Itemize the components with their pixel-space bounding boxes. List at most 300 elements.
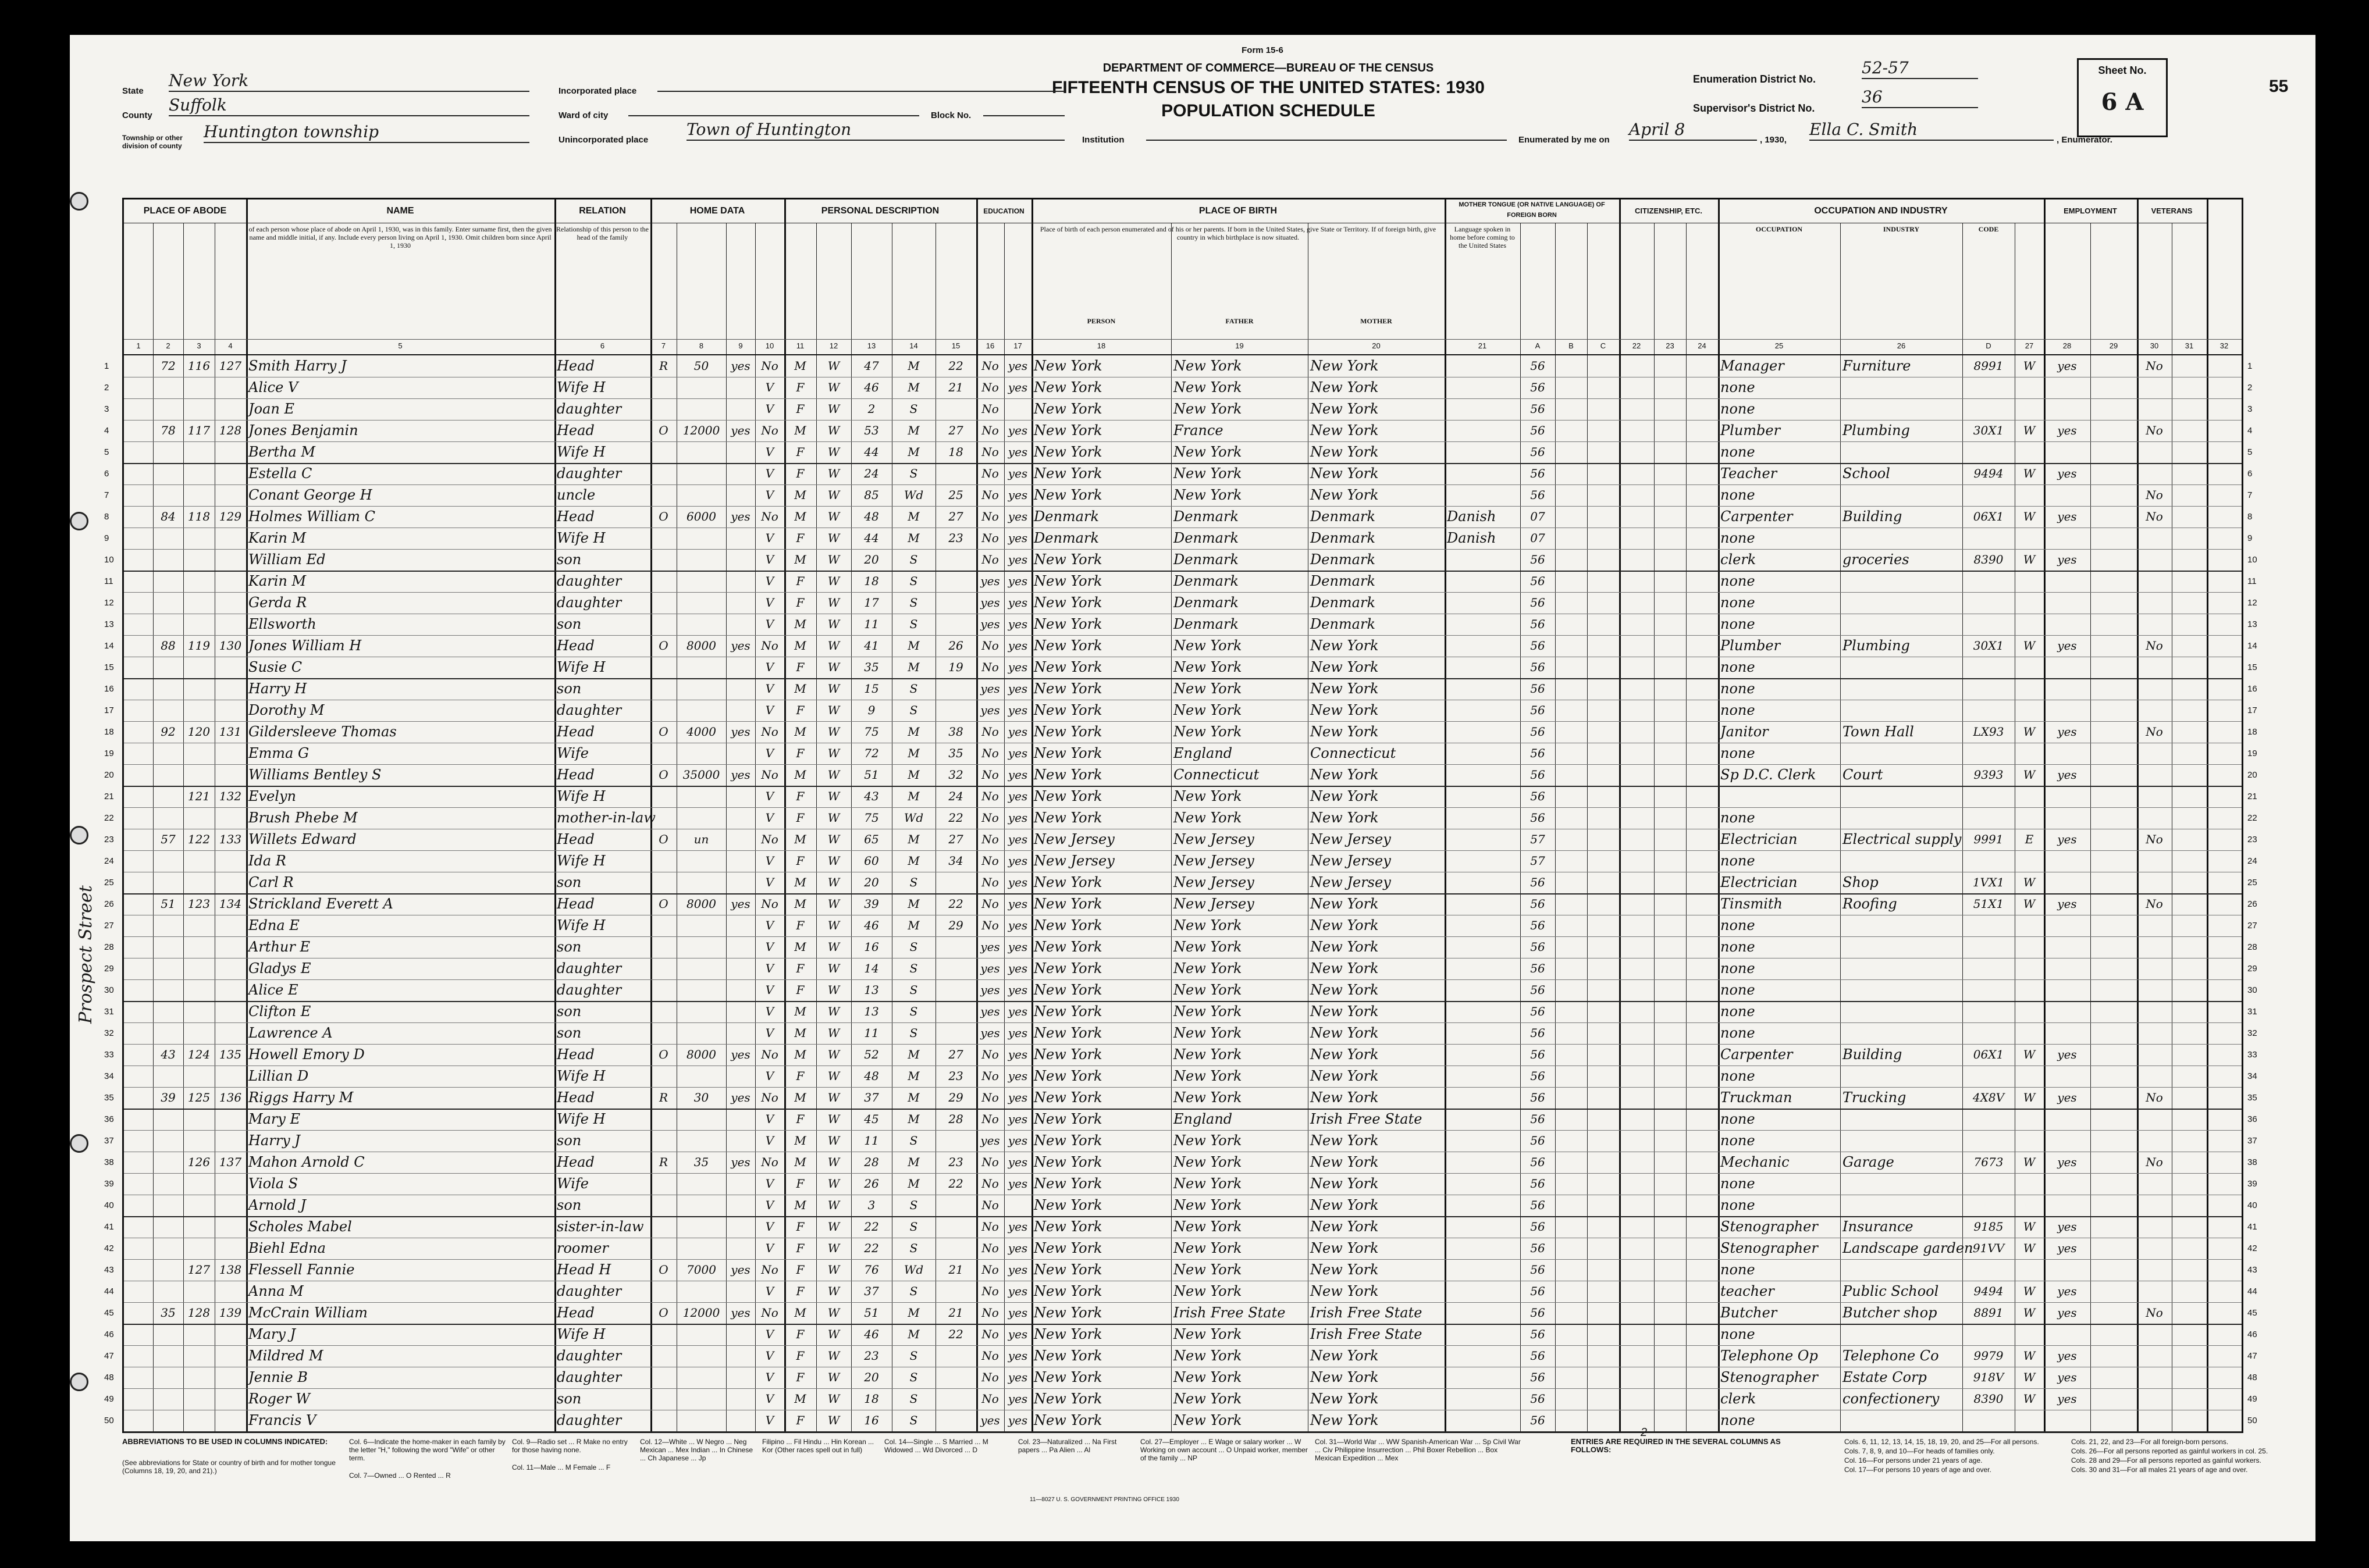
cell-icode: 918V — [1973, 1370, 2004, 1384]
cell-read: yes — [1008, 660, 1028, 674]
cell-fam: 136 — [219, 1091, 242, 1104]
cell-farm: V — [765, 703, 774, 717]
cell-age: 46 — [864, 380, 879, 394]
cell-icode: LX93 — [1973, 725, 2004, 739]
cell-race: W — [827, 402, 840, 416]
cell-ms: M — [908, 854, 920, 868]
cell-occ: none — [1720, 616, 1755, 632]
line-number-right: 48 — [2247, 1373, 2257, 1382]
schedule-title: POPULATION SCHEDULE — [1161, 101, 1375, 120]
table-row — [104, 1281, 2257, 1303]
cell-farm: No — [761, 1306, 778, 1320]
cell-farm: V — [765, 1284, 774, 1298]
cell-name: Alice E — [248, 982, 298, 998]
cell-race: W — [827, 1091, 840, 1104]
cell-fb: New York — [1173, 1175, 1242, 1192]
cell-fb: New York — [1173, 1046, 1242, 1063]
cell-sch: yes — [980, 703, 1000, 717]
cell-emp: yes — [2057, 768, 2077, 782]
cell-mar: 21 — [948, 1263, 963, 1277]
cell-race: W — [827, 768, 840, 782]
line-number-left: 47 — [104, 1351, 114, 1361]
cell-sch: No — [981, 832, 999, 846]
cell-own: R — [659, 1155, 668, 1169]
table-row — [104, 441, 2253, 464]
line-number-left: 35 — [104, 1093, 114, 1103]
cell-ind: Court — [1842, 767, 1883, 783]
cell-icode: 9494 — [1973, 1284, 2004, 1298]
cell-code: 57 — [1530, 832, 1545, 846]
punch-hole — [70, 1134, 88, 1153]
table-row — [104, 829, 2257, 851]
cell-own: O — [659, 1047, 668, 1061]
cell-code: 56 — [1530, 1091, 1545, 1104]
cell-ms: M — [908, 789, 920, 803]
cell-farm: No — [761, 725, 778, 739]
cell-lang: Danish — [1447, 508, 1496, 525]
table-row — [104, 614, 2257, 636]
cell-code: 56 — [1530, 488, 1545, 502]
cell-emp: yes — [2057, 725, 2077, 739]
cell-sch: yes — [980, 940, 1000, 954]
unincorporated-label: Unincorporated place — [559, 135, 649, 145]
line-number-left: 2 — [104, 383, 109, 393]
cell-icode: 7673 — [1973, 1155, 2004, 1169]
cell-pb: New York — [1034, 702, 1102, 718]
cell-occ: Electrician — [1720, 874, 1798, 890]
cell-race: W — [827, 1284, 840, 1298]
cell-occ: none — [1720, 594, 1755, 611]
column-number: 3 — [197, 341, 201, 350]
group-occupation: OCCUPATION AND INDUSTRY — [1718, 199, 2044, 223]
line-number-right: 49 — [2247, 1394, 2257, 1404]
cell-mar: 22 — [948, 897, 963, 911]
cell-race: W — [827, 897, 840, 911]
cell-fam: 132 — [219, 789, 242, 803]
cell-ms: Wd — [904, 811, 924, 825]
cell-mar: 23 — [948, 531, 963, 545]
cell-occ: Stenographer — [1720, 1369, 1818, 1385]
line-number-right: 25 — [2247, 878, 2257, 888]
cell-ms: M — [908, 746, 920, 760]
cell-cls: W — [2023, 1370, 2036, 1384]
cell-mb: New York — [1310, 788, 1379, 804]
cell-name: Dorothy M — [248, 702, 325, 718]
cell-pb: New York — [1034, 1154, 1102, 1170]
cell-read: yes — [1008, 1241, 1028, 1255]
cell-race: W — [827, 746, 840, 760]
cell-name: Joan E — [248, 401, 294, 417]
cell-farm: V — [765, 1327, 774, 1341]
cell-race: W — [827, 423, 840, 437]
abbrev-col7: Col. 7—Owned ... O Rented ... R — [349, 1471, 451, 1480]
cell-name: Emma G — [248, 745, 310, 761]
township-value: Huntington township — [204, 122, 529, 143]
cell-race: W — [827, 682, 840, 696]
cell-occ: Electrician — [1720, 831, 1798, 847]
cell-dw: 72 — [161, 359, 176, 373]
column-number: 28 — [2062, 341, 2072, 350]
cell-pb: New York — [1034, 810, 1102, 826]
cell-sch: No — [981, 509, 999, 523]
req-7: Cols. 28 and 29—For all persons reported as gainful workers. — [2071, 1456, 2261, 1464]
cell-emp: yes — [2057, 1370, 2077, 1384]
column-number: 12 — [829, 341, 838, 350]
line-number-left: 36 — [104, 1114, 114, 1124]
cell-sch: yes — [980, 596, 1000, 610]
cell-age: 20 — [864, 553, 879, 566]
cell-cls: W — [2023, 1047, 2036, 1061]
cell-read: yes — [1008, 961, 1028, 975]
cell-occ: none — [1720, 917, 1755, 933]
cell-ms: M — [908, 1177, 920, 1191]
line-number-right: 6 — [2247, 469, 2253, 479]
cell-sch: yes — [980, 961, 1000, 975]
cell-occ: Telephone Op — [1720, 1348, 1818, 1364]
cell-own: R — [659, 359, 668, 373]
cell-icode: 8390 — [1973, 1392, 2004, 1406]
cell-emp: yes — [2057, 1284, 2077, 1298]
cell-fb: England — [1173, 745, 1233, 761]
cell-rel: daughter — [557, 1369, 622, 1385]
cell-mb: New York — [1310, 810, 1379, 826]
cell-fb: New York — [1173, 401, 1242, 417]
cell-age: 20 — [864, 1370, 879, 1384]
cell-emp: yes — [2057, 832, 2077, 846]
cell-occ: Truckman — [1720, 1089, 1792, 1106]
line-number-right: 11 — [2247, 576, 2257, 586]
cell-rel: Head — [557, 358, 595, 374]
cell-cls: W — [2023, 1155, 2036, 1169]
cell-sch: No — [981, 1392, 999, 1406]
enumerator-label: , Enumerator. — [2057, 135, 2112, 145]
cell-fb: New York — [1173, 1348, 1242, 1364]
cell-name: Lawrence A — [248, 1025, 333, 1041]
cell-farm: V — [765, 1177, 774, 1191]
cell-sch: No — [981, 811, 999, 825]
cell-name: Carl R — [248, 874, 294, 890]
cell-ms: S — [909, 1370, 918, 1384]
cell-ind: Trucking — [1842, 1089, 1906, 1106]
line-number-right: 35 — [2247, 1093, 2257, 1103]
table-row — [104, 1238, 2257, 1260]
table-row — [104, 979, 2257, 1002]
cell-occ: none — [1720, 379, 1755, 395]
cell-name: Flessell Fannie — [248, 1261, 355, 1278]
cell-cls: W — [2023, 875, 2036, 889]
population-grid — [104, 198, 2257, 1433]
cell-pb: New York — [1034, 1412, 1102, 1428]
column-number: 8 — [699, 341, 704, 350]
cell-farm: V — [765, 682, 774, 696]
cell-occ: none — [1720, 401, 1755, 417]
table-row — [104, 528, 2253, 550]
cell-farm: V — [765, 983, 774, 997]
cell-vet: No — [2146, 359, 2163, 373]
line-number-right: 33 — [2247, 1050, 2257, 1060]
cell-rel: son — [557, 616, 582, 632]
punch-hole — [70, 1373, 88, 1391]
cell-fb: New Jersey — [1173, 831, 1254, 847]
cell-code: 56 — [1530, 1263, 1545, 1277]
cell-farm: V — [765, 1069, 774, 1083]
cell-rel: Head — [557, 508, 595, 525]
line-number-right: 18 — [2247, 727, 2257, 737]
cell-radio: yes — [731, 359, 750, 373]
cell-read: yes — [1008, 1004, 1028, 1018]
cell-mb: New York — [1310, 659, 1379, 675]
sheet-value: 6 A — [2101, 88, 2144, 116]
cell-rel: Head — [557, 724, 595, 740]
cell-sex: F — [796, 1112, 805, 1126]
cell-pb: New York — [1034, 767, 1102, 783]
cell-name: Bertha M — [248, 444, 315, 460]
cell-code: 56 — [1530, 1026, 1545, 1040]
cell-mar: 21 — [948, 380, 963, 394]
cell-val: 7000 — [686, 1263, 716, 1277]
cell-code: 56 — [1530, 1069, 1545, 1083]
req-5: Cols. 21, 22, and 23—For all foreign-born persons. — [2071, 1438, 2229, 1446]
cell-name: Lillian D — [248, 1068, 309, 1084]
req-6: Cols. 26—For all persons reported as gainful workers in col. 25. — [2071, 1447, 2268, 1455]
cell-code: 56 — [1530, 1413, 1545, 1427]
cell-farm: V — [765, 531, 774, 545]
cell-mb: New York — [1310, 1003, 1379, 1020]
cell-name: Mary E — [248, 1111, 301, 1127]
cell-sex: F — [796, 380, 805, 394]
cell-cls: W — [2023, 1220, 2036, 1234]
cell-sex: M — [794, 509, 806, 523]
cell-name: Brush Phebe M — [248, 810, 358, 826]
cell-fam: 133 — [219, 832, 242, 846]
cell-occ: Plumber — [1720, 422, 1781, 439]
cell-farm: V — [765, 1392, 774, 1406]
cell-ms: M — [908, 725, 920, 739]
cell-ind: Town Hall — [1842, 724, 1914, 740]
line-number-left: 48 — [104, 1373, 114, 1382]
cell-sex: M — [794, 682, 806, 696]
cell-race: W — [827, 553, 840, 566]
abbrev-col6: Col. 6—Indicate the home-maker in each family by the letter "H," following the word "Wife" or other term. — [349, 1438, 506, 1462]
cell-read: yes — [1008, 1306, 1028, 1320]
cell-occ: Carpenter — [1720, 508, 1793, 525]
cell-emp: yes — [2057, 1220, 2077, 1234]
table-row — [104, 807, 2257, 829]
cell-occ: Plumber — [1720, 637, 1781, 654]
cell-cls: W — [2023, 897, 2036, 911]
cell-dw: 51 — [161, 897, 176, 911]
cell-sex: F — [796, 703, 805, 717]
cell-code: 56 — [1530, 703, 1545, 717]
req-2: Cols. 7, 8, 9, and 10—For heads of families only. — [1844, 1447, 1995, 1455]
cell-sex: M — [794, 423, 806, 437]
cell-occ: none — [1720, 530, 1755, 546]
table-row — [104, 1388, 2257, 1410]
line-number-right: 9 — [2247, 533, 2253, 543]
line-number-right: 26 — [2247, 899, 2257, 909]
cell-race: W — [827, 1069, 840, 1083]
cell-pb: New York — [1034, 1025, 1102, 1041]
cell-pb: New York — [1034, 1326, 1102, 1342]
cell-mar: 27 — [948, 423, 963, 437]
line-number-left: 42 — [104, 1243, 114, 1253]
cell-mar: 27 — [948, 509, 963, 523]
cell-ms: M — [908, 832, 920, 846]
cell-code: 56 — [1530, 402, 1545, 416]
column-number: C — [1600, 341, 1606, 350]
cell-pb: New York — [1034, 1111, 1102, 1127]
cell-sex: F — [796, 445, 805, 459]
cell-cls: W — [2023, 466, 2036, 480]
cell-mb: New York — [1310, 1068, 1379, 1084]
cell-sch: No — [981, 402, 999, 416]
enumerated-label: Enumerated by me on — [1518, 135, 1610, 145]
cell-rel: Head — [557, 422, 595, 439]
cell-sex: F — [796, 596, 805, 610]
line-number-left: 30 — [104, 985, 114, 995]
cell-ms: M — [908, 1069, 920, 1083]
cell-fb: New York — [1173, 1326, 1242, 1342]
cell-sex: F — [796, 1284, 805, 1298]
cell-sex: F — [796, 789, 805, 803]
census-sheet — [70, 35, 2315, 1541]
cell-race: W — [827, 1241, 840, 1255]
township-label: Township or other division of county — [122, 134, 183, 150]
cell-read: yes — [1008, 746, 1028, 760]
cell-name: Francis V — [248, 1412, 316, 1428]
cell-icode: 9991 — [1973, 832, 2004, 846]
cell-vet: No — [2146, 1155, 2163, 1169]
cell-race: W — [827, 1327, 840, 1341]
cell-emp: yes — [2057, 1349, 2077, 1363]
cell-pb: New York — [1034, 358, 1102, 374]
cell-emp: yes — [2057, 509, 2077, 523]
cell-pb: New York — [1034, 874, 1102, 890]
group-relation: RELATION — [554, 199, 650, 223]
cell-hh: 122 — [187, 832, 211, 846]
cell-sch: No — [981, 1047, 999, 1061]
cell-race: W — [827, 703, 840, 717]
cell-pb: New York — [1034, 1218, 1102, 1235]
line-number-left: 29 — [104, 964, 114, 974]
cell-age: 2 — [867, 402, 876, 416]
cell-sex: F — [796, 1241, 805, 1255]
printer-line: 11—8027 U. S. GOVERNMENT PRINTING OFFICE 1930 — [1030, 1496, 1179, 1503]
cell-emp: yes — [2057, 466, 2077, 480]
cell-rel: Wife H — [557, 444, 606, 460]
cell-ind: Building — [1842, 508, 1902, 525]
cell-fb: New York — [1173, 659, 1242, 675]
cell-code: 56 — [1530, 725, 1545, 739]
cell-occ: Butcher — [1720, 1305, 1777, 1321]
cell-vet: No — [2146, 1091, 2163, 1104]
cell-rel: mother-in-law — [557, 810, 656, 826]
cell-sch: No — [981, 1284, 999, 1298]
cell-ind: Telephone Co — [1842, 1348, 1939, 1364]
cell-ms: M — [908, 359, 920, 373]
cell-name: Mildred M — [248, 1348, 323, 1364]
cell-age: 14 — [864, 961, 879, 975]
cell-age: 37 — [864, 1284, 879, 1298]
cell-fb: England — [1173, 1111, 1233, 1127]
cell-age: 51 — [864, 768, 879, 782]
cell-vet: No — [2146, 488, 2163, 502]
cell-mb: New York — [1310, 637, 1379, 654]
cell-mb: Irish Free State — [1310, 1305, 1422, 1321]
cell-mb: New York — [1310, 1369, 1379, 1385]
table-row — [104, 1367, 2257, 1389]
cell-rel: son — [557, 1197, 582, 1213]
cell-ind: Building — [1842, 1046, 1902, 1063]
cell-sch: yes — [980, 1134, 1000, 1148]
cell-farm: No — [761, 897, 778, 911]
cell-farm: V — [765, 789, 774, 803]
cell-race: W — [827, 617, 840, 631]
cell-vet: No — [2146, 423, 2163, 437]
cell-ms: M — [908, 1306, 920, 1320]
cell-sex: F — [796, 402, 805, 416]
cell-age: 18 — [864, 574, 879, 588]
line-number-left: 45 — [104, 1308, 114, 1318]
table-row — [104, 764, 2257, 787]
cell-mb: New York — [1310, 1025, 1379, 1041]
cell-read: yes — [1008, 359, 1028, 373]
cell-name: Mahon Arnold C — [248, 1154, 365, 1170]
table-row — [104, 1195, 2257, 1217]
line-number-right: 19 — [2247, 749, 2257, 758]
cell-read: yes — [1008, 1349, 1028, 1363]
cell-icode: 9979 — [1973, 1349, 2004, 1363]
cell-mar: 27 — [948, 832, 963, 846]
line-number-left: 4 — [104, 426, 109, 436]
birth-column-head: Place of birth of each person enumerated and of his or her parents. If born in the United States, give State or Territory. If of foreign birth, give country in which birthplace is now situated. — [1040, 225, 1436, 241]
line-number-left: 41 — [104, 1222, 114, 1232]
table-row — [104, 1410, 2257, 1432]
cell-fam: 129 — [219, 509, 242, 523]
cell-emp: yes — [2057, 897, 2077, 911]
column-number: 6 — [600, 341, 605, 350]
cell-sex: M — [794, 359, 806, 373]
cell-farm: V — [765, 380, 774, 394]
cell-mb: New York — [1310, 465, 1379, 482]
cell-rel: daughter — [557, 982, 622, 998]
cell-own: O — [659, 639, 668, 653]
cell-val: un — [693, 832, 709, 846]
cell-rel: daughter — [557, 960, 622, 977]
cell-pb: New York — [1034, 1348, 1102, 1364]
cell-fb: New York — [1173, 1197, 1242, 1213]
cell-hh: 120 — [187, 725, 211, 739]
column-number: 9 — [738, 341, 743, 350]
cell-mar: 21 — [948, 1306, 963, 1320]
cell-occ: Janitor — [1720, 724, 1769, 740]
line-number-right: 3 — [2247, 404, 2253, 414]
cell-pb: New York — [1034, 917, 1102, 933]
table-row — [104, 1087, 2257, 1110]
birth-person-head: PERSON — [1087, 317, 1116, 325]
cell-code: 56 — [1530, 682, 1545, 696]
cell-age: 11 — [864, 1134, 879, 1148]
cell-age: 65 — [864, 832, 879, 846]
incorporated-label: Incorporated place — [559, 86, 637, 96]
cell-mb: New York — [1310, 1154, 1379, 1170]
cell-sex: M — [794, 553, 806, 566]
cell-code: 56 — [1530, 1047, 1545, 1061]
occupation-column-head: OCCUPATION — [1755, 225, 1803, 233]
cell-read: yes — [1008, 832, 1028, 846]
req-8: Cols. 30 and 31—For all males 21 years of age and over. — [2071, 1466, 2248, 1474]
line-number-left: 23 — [104, 835, 114, 844]
